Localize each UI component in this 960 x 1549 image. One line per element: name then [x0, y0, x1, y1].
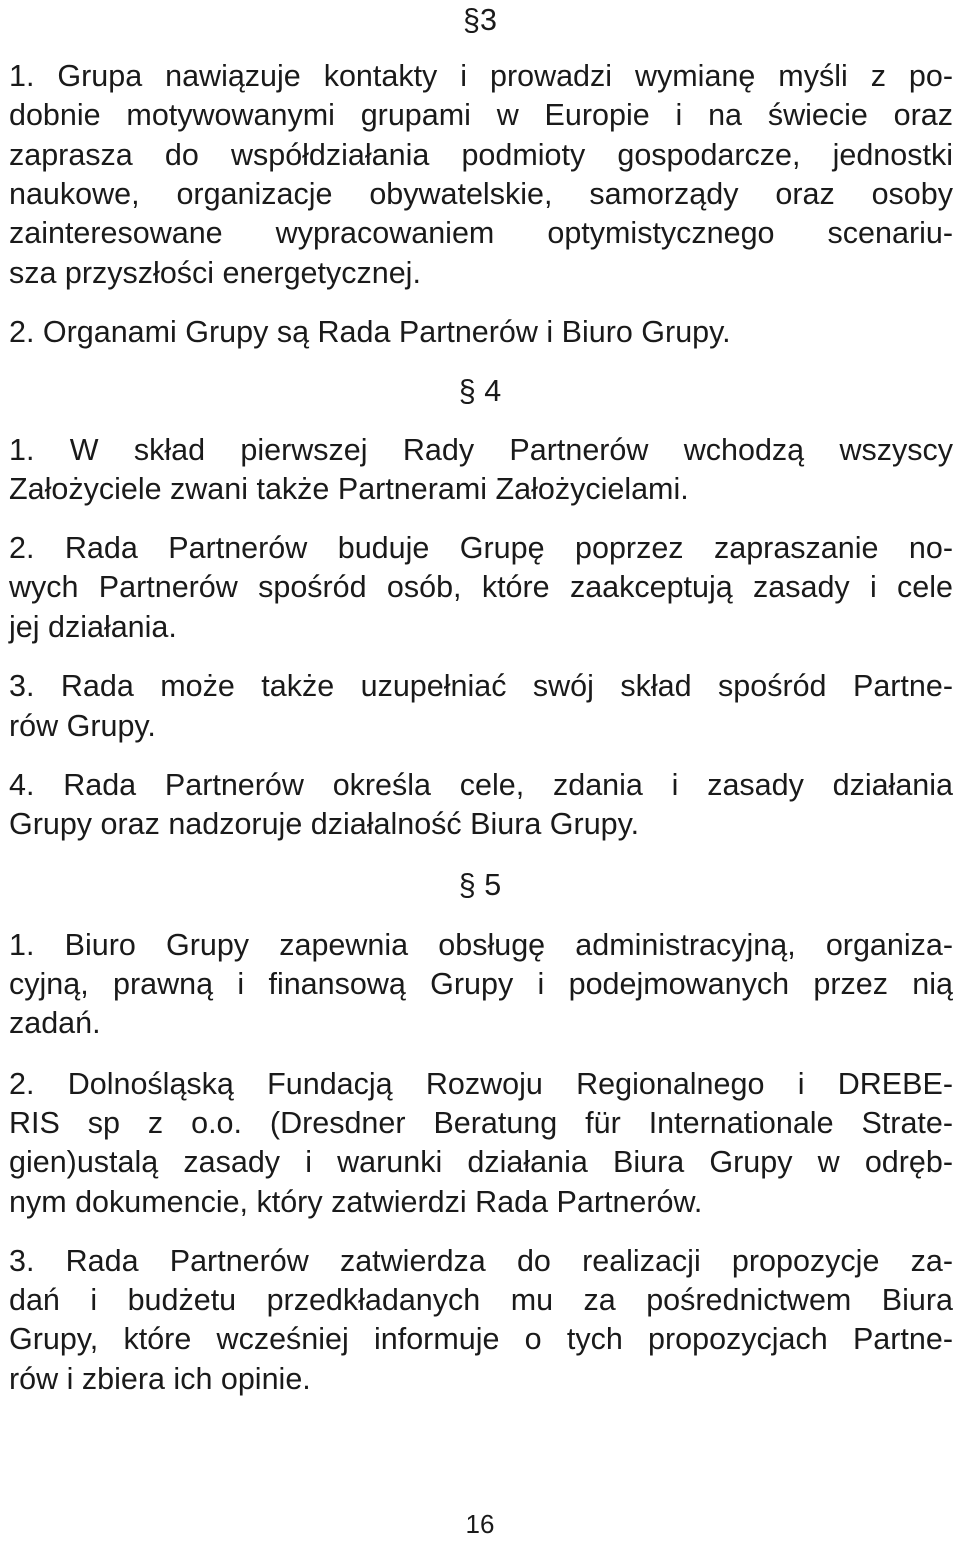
- section-4-line-8: 4. Rada Partnerów określa cele, zdania i zasady działania: [9, 768, 953, 802]
- section-3-line-1: 1. Grupa nawiązuje kontakty i prowadzi wymianę myśli z po-: [9, 59, 953, 93]
- section-5-heading: § 5: [458, 868, 502, 902]
- section-4-line-9: Grupy oraz nadzoruje działalność Biura Grupy.: [9, 807, 640, 841]
- section-4-line-1: 1. W skład pierwszej Rady Partnerów wchodzą wszyscy: [9, 433, 953, 467]
- section-3-line-2: dobnie motywowanymi grupami w Europie i na świecie oraz: [9, 98, 953, 132]
- page-number: 16: [465, 1509, 495, 1539]
- section-3-line-5: zainteresowane wypracowaniem optymistycznego scenariu-: [9, 216, 953, 250]
- section-5-line-7: nym dokumencie, który zatwierdzi Rada Partnerów.: [9, 1185, 703, 1219]
- section-5-line-3: zadań.: [9, 1006, 101, 1040]
- section-5-line-10: Grupy, które wcześniej informuje o tych propozycjach Partne-: [9, 1322, 953, 1356]
- section-4-heading: § 4: [458, 374, 502, 408]
- section-3-heading: §3: [463, 3, 497, 37]
- section-4-line-3: 2. Rada Partnerów buduje Grupę poprzez zapraszanie no-: [9, 531, 953, 565]
- section-3-line-3: zaprasza do współdziałania podmioty gospodarcze, jednostki: [9, 138, 953, 172]
- section-5-line-8: 3. Rada Partnerów zatwierdza do realizacji propozycje za-: [9, 1244, 953, 1278]
- section-5-line-2: cyjną, prawną i finansową Grupy i podejmowanych przez nią: [9, 967, 953, 1001]
- section-5-line-1: 1. Biuro Grupy zapewnia obsługę administracyjną, organiza-: [9, 928, 953, 962]
- section-5-line-11: rów i zbiera ich opinie.: [9, 1362, 311, 1396]
- section-5-line-9: dań i budżetu przedkładanych mu za pośrednictwem Biura: [9, 1283, 953, 1317]
- section-4-line-2: Założyciele zwani także Partnerami Założycielami.: [9, 472, 689, 506]
- section-4-line-6: 3. Rada może także uzupełniać swój skład spośród Partne-: [9, 669, 953, 703]
- section-4-line-5: jej działania.: [9, 610, 177, 644]
- section-3-line-6: sza przyszłości energetycznej.: [9, 256, 421, 290]
- section-3-line-4: naukowe, organizacje obywatelskie, samorządy oraz osoby: [9, 177, 953, 211]
- section-5-line-5: RIS sp z o.o. (Dresdner Beratung für Internationale Strate-: [9, 1106, 953, 1140]
- section-4-line-7: rów Grupy.: [9, 709, 156, 743]
- section-5-line-4: 2. Dolnośląską Fundacją Rozwoju Regionalnego i DREBE-: [9, 1067, 953, 1101]
- section-5-line-6: gien)ustalą zasady i warunki działania Biura Grupy w odręb-: [9, 1145, 953, 1179]
- section-3-line-7: 2. Organami Grupy są Rada Partnerów i Biuro Grupy.: [9, 315, 731, 349]
- section-4-line-4: wych Partnerów spośród osób, które zaakceptują zasady i cele: [9, 570, 953, 604]
